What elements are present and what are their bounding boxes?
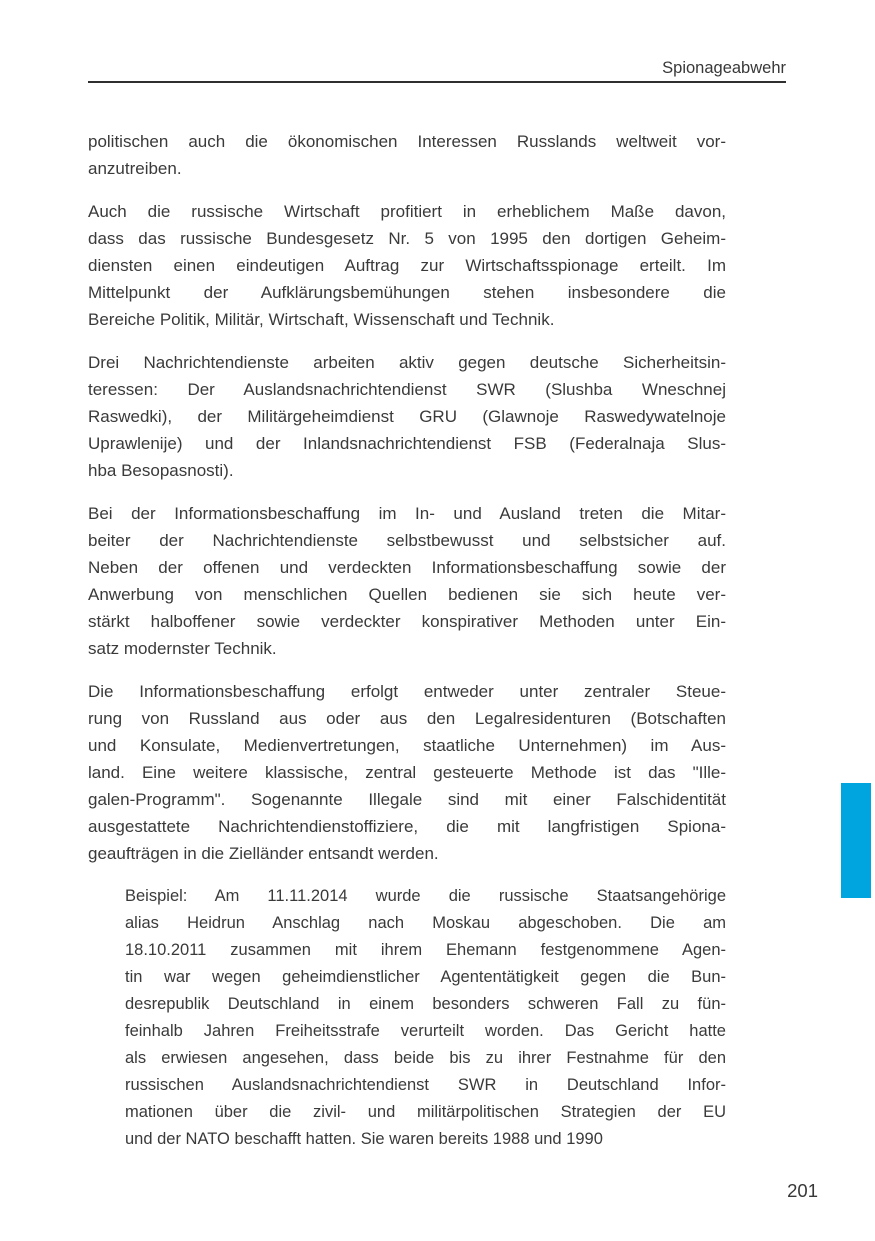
text-line: Die Informationsbeschaffung erfolgt entweder unter zentraler Steue- (88, 682, 726, 701)
text-line: politischen auch die ökonomischen Interessen Russlands weltweit vor- (88, 132, 726, 151)
text-line: 18.10.2011 zusammen mit ihrem Ehemann festgenommene Agen- (125, 941, 726, 959)
text-line: und der NATO beschafft hatten. Sie waren bereits 1988 und 1990 (125, 1130, 603, 1148)
text-line: mationen über die zivil- und militärpolitischen Strategien der EU (125, 1103, 726, 1121)
text-line: Neben der offenen und verdeckten Informationsbeschaffung sowie der (88, 558, 726, 577)
example-paragraph (125, 883, 726, 1153)
text-line: hba Besopasnosti). (88, 461, 234, 480)
text-line: alias Heidrun Anschlag nach Moskau abgeschoben. Die am (125, 914, 726, 932)
running-header: Spionageabwehr (662, 59, 786, 77)
text-line: ausgestattete Nachrichtendienstoffiziere, die mit langfristigen Spiona- (88, 817, 726, 836)
body-text (88, 128, 726, 1169)
text-line: teressen: Der Auslandsnachrichtendienst SWR (Slushba Wneschnej (88, 380, 726, 399)
text-line: stärkt halboffener sowie verdeckter konspirativer Methoden unter Ein- (88, 612, 726, 631)
text-line: diensten einen eindeutigen Auftrag zur Wirtschaftsspionage erteilt. Im (88, 256, 726, 275)
paragraph (88, 349, 726, 484)
text-line: anzutreiben. (88, 159, 182, 178)
text-line: Auch die russische Wirtschaft profitiert in erheblichem Maße davon, (88, 202, 726, 221)
text-line: Drei Nachrichtendienste arbeiten aktiv gegen deutsche Sicherheitsin- (88, 353, 726, 372)
text-line: Bei der Informationsbeschaffung im In- und Ausland treten die Mitar- (88, 504, 726, 523)
chapter-tab-marker (841, 783, 871, 898)
page-number: 201 (787, 1180, 818, 1201)
text-line: Bereiche Politik, Militär, Wirtschaft, Wissenschaft und Technik. (88, 310, 555, 329)
paragraph (88, 198, 726, 333)
text-line: beiter der Nachrichtendienste selbstbewusst und selbstsicher auf. (88, 531, 726, 550)
text-line: Anwerbung von menschlichen Quellen bedienen sie sich heute ver- (88, 585, 726, 604)
text-line: feinhalb Jahren Freiheitsstrafe verurteilt worden. Das Gericht hatte (125, 1022, 726, 1040)
paragraph (88, 128, 726, 182)
text-line: als erwiesen angesehen, dass beide bis zu ihrer Festnahme für den (125, 1049, 726, 1067)
text-line: geaufträgen in die Zielländer entsandt werden. (88, 844, 439, 863)
text-line: Beispiel: Am 11.11.2014 wurde die russische Staatsangehörige (125, 887, 726, 905)
text-line: galen-Programm". Sogenannte Illegale sind mit einer Falschidentität (88, 790, 726, 809)
paragraph (88, 500, 726, 662)
text-line: tin war wegen geheimdienstlicher Agententätigkeit gegen die Bun- (125, 968, 726, 986)
paragraph (88, 678, 726, 867)
text-line: dass das russische Bundesgesetz Nr. 5 von 1995 den dortigen Geheim- (88, 229, 726, 248)
text-line: russischen Auslandsnachrichtendienst SWR in Deutschland Infor- (125, 1076, 726, 1094)
text-line: und Konsulate, Medienvertretungen, staatliche Unternehmen) im Aus- (88, 736, 726, 755)
text-line: Uprawlenije) und der Inlandsnachrichtendienst FSB (Federalnaja Slus- (88, 434, 726, 453)
text-line: Mittelpunkt der Aufklärungsbemühungen stehen insbesondere die (88, 283, 726, 302)
text-line: satz modernster Technik. (88, 639, 277, 658)
text-line: land. Eine weitere klassische, zentral gesteuerte Methode ist das "Ille- (88, 763, 726, 782)
text-line: rung von Russland aus oder aus den Legalresidenturen (Botschaften (88, 709, 726, 728)
header-rule (88, 81, 786, 83)
text-line: desrepublik Deutschland in einem besonders schweren Fall zu fün- (125, 995, 726, 1013)
text-line: Raswedki), der Militärgeheimdienst GRU (Glawnoje Raswedywatelnoje (88, 407, 726, 426)
